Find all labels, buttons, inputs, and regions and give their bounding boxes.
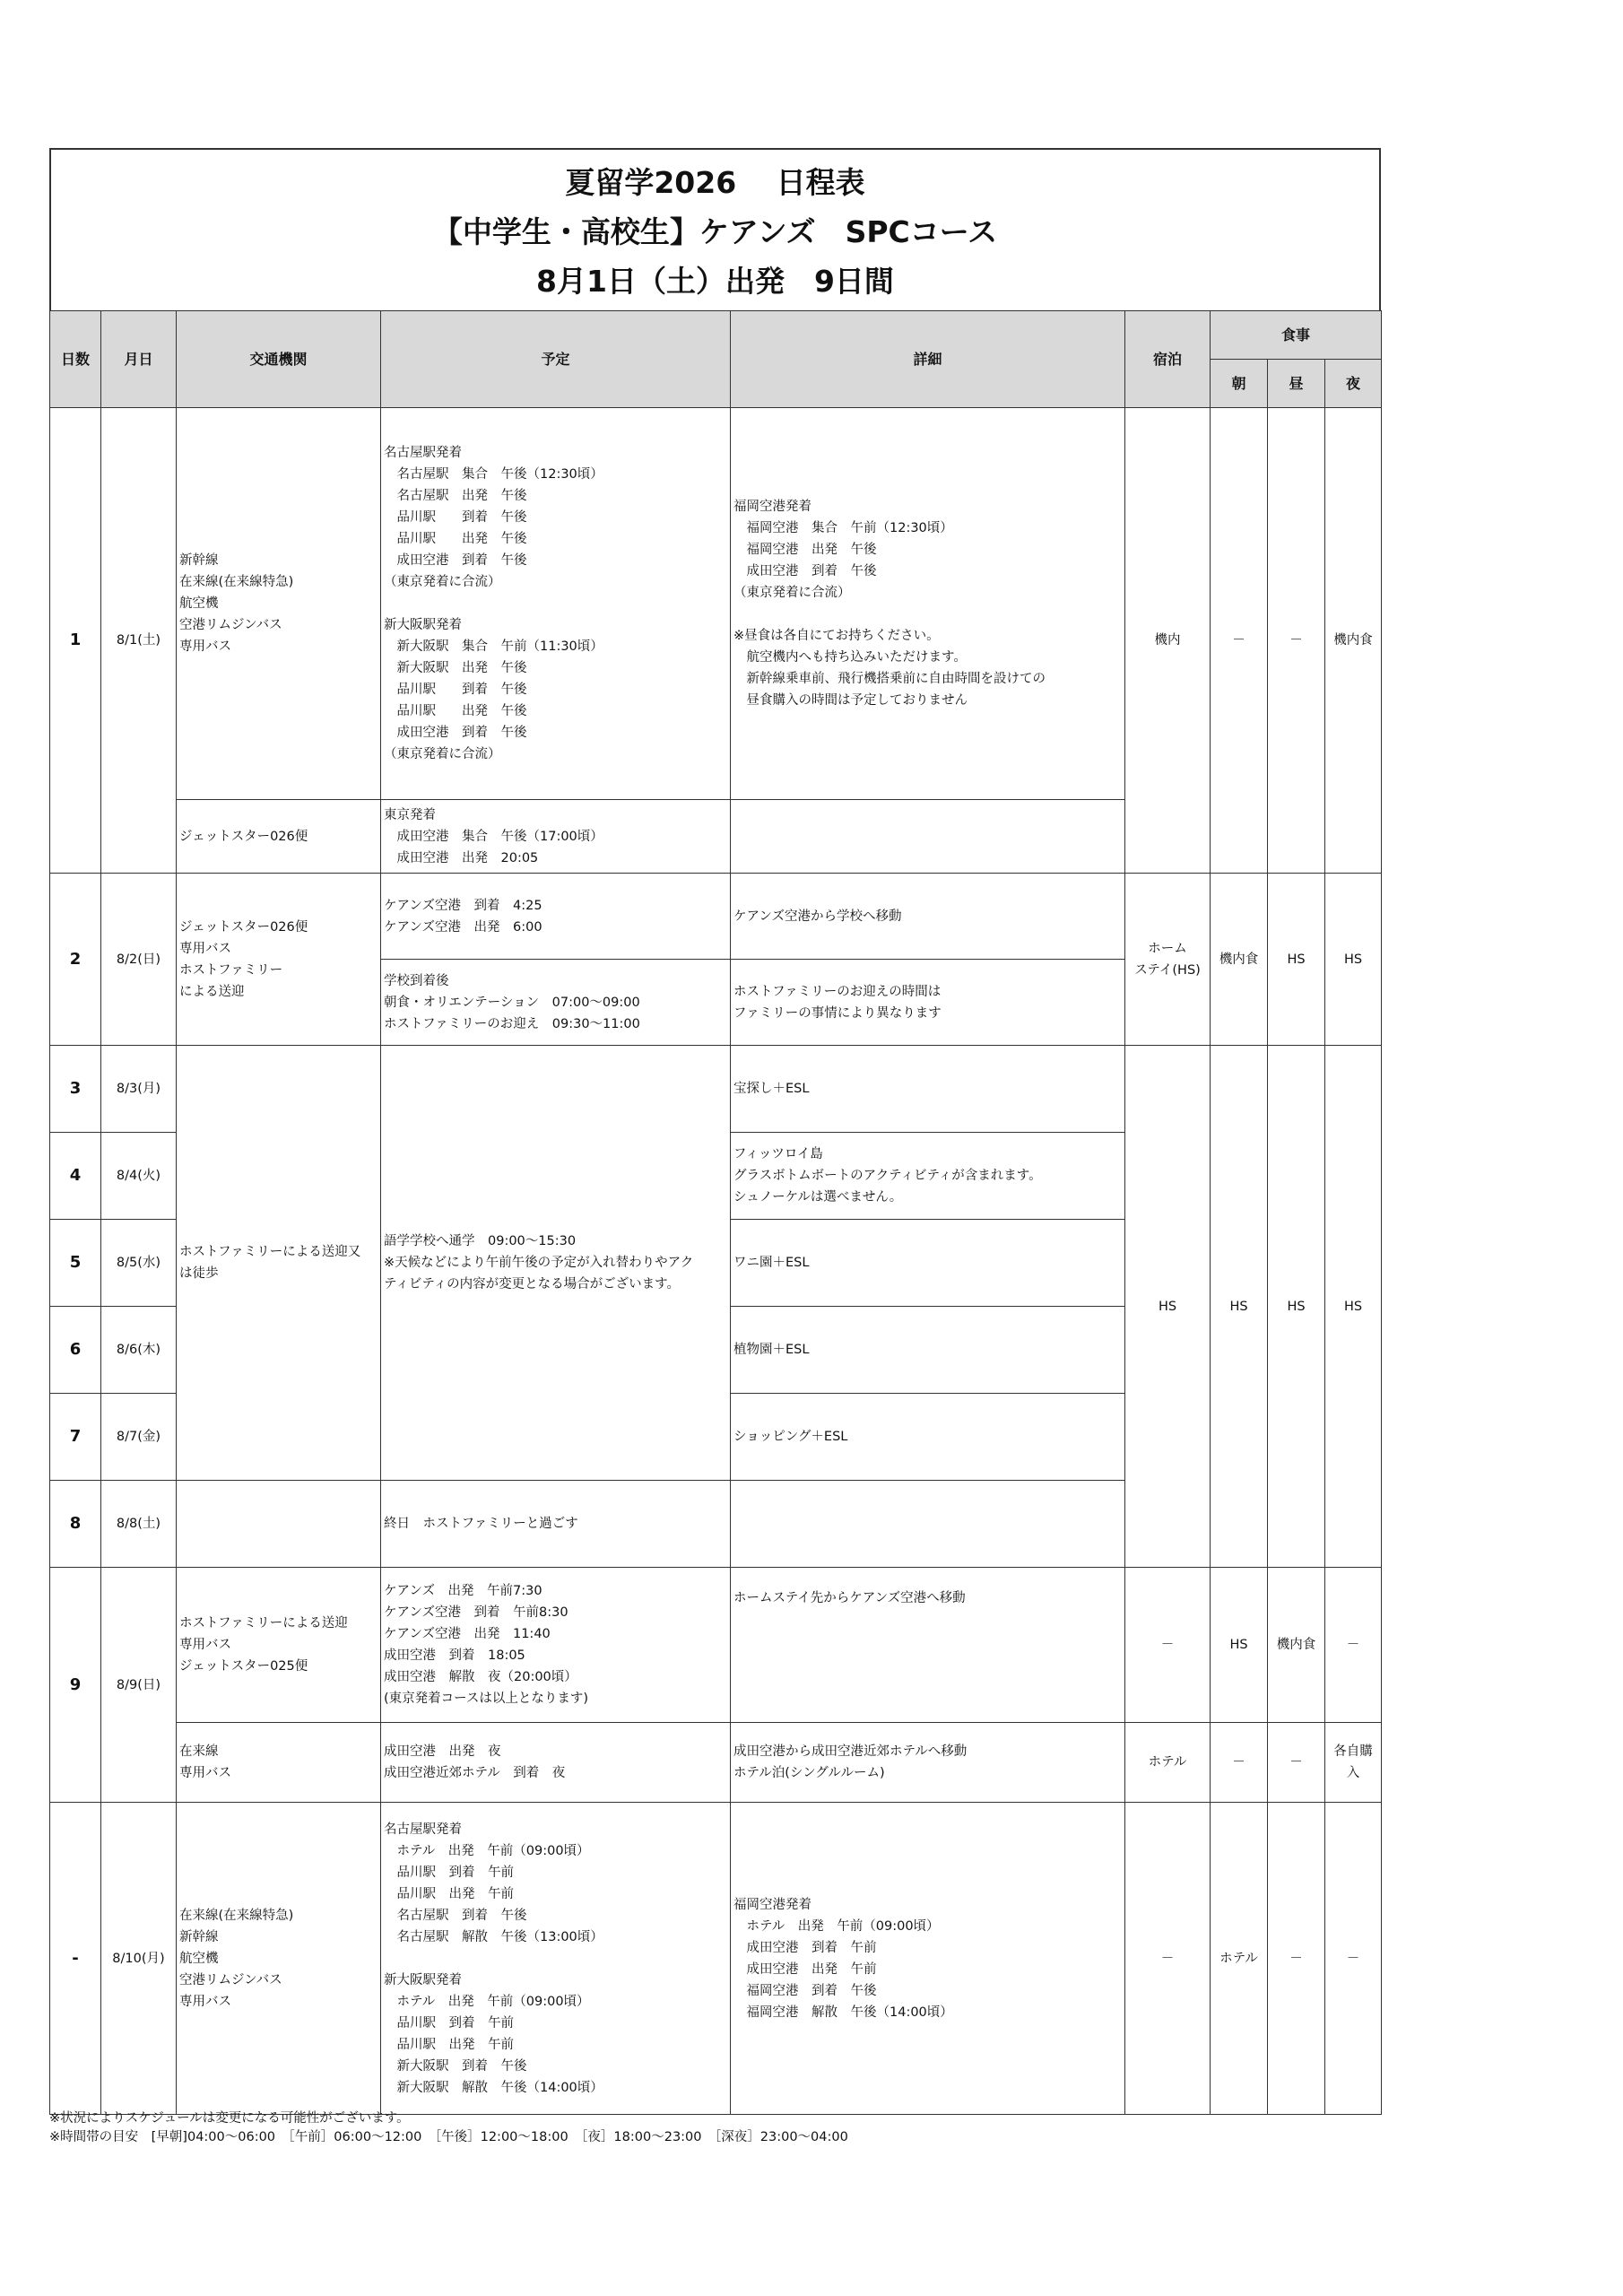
text-line: 専用バス bbox=[179, 1766, 231, 1780]
lunch-cell: － bbox=[1268, 1723, 1325, 1803]
transport-cell bbox=[177, 1803, 381, 2115]
title-line-2: 【中学生・高校生】ケアンズ SPCコース bbox=[432, 214, 998, 249]
text-line: ※天候などにより午前午後の予定が入れ替わりやアク bbox=[384, 1256, 694, 1270]
text-line: 在来線(在来線特急) bbox=[179, 575, 294, 589]
plan-cell bbox=[381, 1803, 731, 2115]
table-row-day-9a bbox=[50, 1568, 1382, 1723]
text-line: 東京発着 bbox=[384, 807, 436, 822]
detail-cell bbox=[731, 874, 1125, 960]
plan-cell bbox=[381, 800, 731, 874]
header-day: 日数 bbox=[50, 311, 101, 408]
lodging-cell: 機内 bbox=[1125, 408, 1211, 874]
text-line: 成田空港 到着 午後 bbox=[384, 726, 527, 740]
breakfast-cell: ホテル bbox=[1211, 1803, 1268, 2115]
table-row-day-3 bbox=[50, 1046, 1382, 1133]
detail-cell bbox=[731, 1568, 1125, 1723]
table-row-day-1a bbox=[50, 408, 1382, 800]
text-line: 航空機 bbox=[179, 596, 219, 611]
text-line: 品川駅 到着 午前 bbox=[384, 1865, 514, 1880]
detail-cell bbox=[731, 960, 1125, 1046]
lodging-cell: － bbox=[1125, 1568, 1211, 1723]
transport-cell bbox=[177, 800, 381, 874]
text-line: ファミリーの事情により異なります bbox=[733, 1005, 942, 1021]
text-line: 品川駅 出発 午後 bbox=[384, 704, 527, 718]
text-line: 新幹線 bbox=[179, 553, 219, 568]
text-line: 学校到着後 bbox=[384, 973, 449, 988]
text-line: 新大阪駅発着 bbox=[384, 1972, 462, 1987]
text-line: 植物園＋ESL bbox=[733, 1343, 810, 1357]
date-cell: 8/2(日) bbox=[101, 874, 177, 1046]
text-line: 成田空港 出発 夜 bbox=[384, 1744, 501, 1759]
text-line: ホストファミリーのお迎えの時間は bbox=[733, 984, 942, 999]
date-cell: 8/5(水) bbox=[101, 1220, 177, 1307]
text-line: 名古屋駅 解散 午後（13:00頃） bbox=[384, 1929, 603, 1944]
text-line: による送迎 bbox=[179, 984, 245, 999]
plan-cell bbox=[381, 1723, 731, 1803]
breakfast-cell: HS bbox=[1211, 1568, 1268, 1723]
day-number: 5 bbox=[50, 1220, 101, 1307]
text-line: 専用バス bbox=[179, 941, 231, 956]
day-number: - bbox=[50, 1803, 101, 2115]
text-line: 空港リムジンバス bbox=[179, 1972, 282, 1987]
text-line: ホーム bbox=[1148, 941, 1187, 956]
header-breakfast: 朝 bbox=[1211, 360, 1268, 408]
detail-cell bbox=[731, 1394, 1125, 1481]
text-line: 新幹線 bbox=[179, 1929, 219, 1944]
text-line: ステイ(HS) bbox=[1134, 962, 1201, 978]
text-line: 専用バス bbox=[179, 639, 231, 654]
text-line: 名古屋駅 出発 午後 bbox=[384, 489, 527, 503]
text-line: ティビティの内容が変更となる場合がございます。 bbox=[384, 1277, 681, 1292]
text-line: シュノーケルは選べません。 bbox=[733, 1190, 903, 1205]
text-line: 品川駅 到着 午後 bbox=[384, 510, 527, 525]
text-line: 成田空港近郊ホテル 到着 夜 bbox=[384, 1766, 566, 1780]
text-line: 成田空港 出発 午前 bbox=[733, 1961, 877, 1977]
text-line: 新大阪駅 出発 午後 bbox=[384, 661, 527, 675]
breakfast-cell: 機内食 bbox=[1211, 874, 1268, 1046]
day-number: 6 bbox=[50, 1307, 101, 1394]
text-line: 成田空港 出発 20:05 bbox=[384, 850, 539, 865]
text-line: （東京発着に合流） bbox=[384, 575, 501, 589]
detail-cell bbox=[731, 1133, 1125, 1220]
date-cell: 8/3(月) bbox=[101, 1046, 177, 1133]
breakfast-cell: － bbox=[1211, 1723, 1268, 1803]
day-number: 4 bbox=[50, 1133, 101, 1220]
text-line: グラスボトムボートのアクティビティが含まれます。 bbox=[733, 1169, 1042, 1183]
text-line: （東京発着に合流） bbox=[733, 586, 851, 600]
text-line: 在来線(在来線特急) bbox=[179, 1908, 294, 1923]
transport-cell bbox=[177, 1481, 381, 1568]
text-line: 成田空港から成田空港近郊ホテルへ移動 bbox=[733, 1744, 968, 1759]
lunch-cell: HS bbox=[1268, 874, 1325, 1046]
text-line: 専用バス bbox=[179, 1994, 231, 2009]
text-line bbox=[733, 604, 1122, 625]
dinner-cell: － bbox=[1325, 1568, 1382, 1723]
lunch-cell: － bbox=[1268, 1803, 1325, 2115]
table-row-day-10 bbox=[50, 1803, 1382, 2115]
text-line: （東京発着に合流） bbox=[384, 747, 501, 761]
text-line: ホストファミリーのお迎え 09:30～11:00 bbox=[384, 1016, 640, 1031]
text-line: (東京発着コースは以上となります) bbox=[384, 1692, 589, 1706]
text-line: ケアンズ空港 到着 4:25 bbox=[384, 898, 542, 913]
lunch-cell: HS bbox=[1268, 1046, 1325, 1568]
text-line: 福岡空港 集合 午前（12:30頃） bbox=[733, 521, 953, 535]
detail-cell bbox=[731, 1803, 1125, 2115]
footnote-time-ranges: ※時間帯の目安 [早朝]04:00～06:00 ［午前］06:00～12:00 ［午後］12:00～18:00 ［夜］18:00～23:00 ［深夜］23:00～04:00 bbox=[49, 2130, 848, 2144]
text-line: ケアンズ空港 到着 午前8:30 bbox=[384, 1605, 568, 1620]
text-line: 品川駅 出発 午後 bbox=[384, 532, 527, 546]
text-line: 福岡空港 出発 午後 bbox=[733, 543, 877, 557]
text-line: ホテル泊(シングルルーム) bbox=[733, 1766, 885, 1780]
text-line: 語学学校へ通学 09:00～15:30 bbox=[384, 1234, 577, 1248]
plan-cell bbox=[381, 1568, 731, 1723]
text-line: ホームステイ先からケアンズ空港へ移動 bbox=[733, 1591, 966, 1605]
dinner-cell: HS bbox=[1325, 874, 1382, 1046]
lunch-cell: － bbox=[1268, 408, 1325, 874]
detail-cell bbox=[731, 408, 1125, 800]
transport-cell bbox=[177, 1723, 381, 1803]
date-cell: 8/7(金) bbox=[101, 1394, 177, 1481]
plan-cell bbox=[381, 960, 731, 1046]
text-line: ジェットスター025便 bbox=[179, 1659, 308, 1674]
text-line: は徒歩 bbox=[179, 1266, 219, 1281]
text-line: 品川駅 到着 午後 bbox=[384, 683, 527, 697]
table-row-day-2a bbox=[50, 874, 1382, 960]
text-line: ホテル 出発 午前（09:00頃） bbox=[384, 1994, 590, 2009]
lodging-cell: HS bbox=[1125, 1046, 1211, 1568]
plan-cell bbox=[381, 408, 731, 800]
text-line: ホストファミリー bbox=[179, 962, 283, 978]
text-line: 福岡空港発着 bbox=[733, 1897, 812, 1912]
header-dinner: 夜 bbox=[1325, 360, 1382, 408]
header-meals: 食事 bbox=[1211, 311, 1382, 360]
footnotes bbox=[49, 2109, 848, 2147]
dinner-cell: HS bbox=[1325, 1046, 1382, 1568]
text-line: 成田空港 集合 午後（17:00頃） bbox=[384, 829, 603, 844]
text-line bbox=[384, 1948, 727, 1970]
header-detail: 詳細 bbox=[731, 311, 1125, 408]
day-number: 7 bbox=[50, 1394, 101, 1481]
day-number: 9 bbox=[50, 1568, 101, 1803]
text-line: フィッツロイ島 bbox=[733, 1147, 823, 1161]
schedule-table bbox=[49, 310, 1382, 2115]
text-line: 在来線 bbox=[179, 1744, 219, 1759]
text-line bbox=[384, 593, 727, 614]
day-number: 2 bbox=[50, 874, 101, 1046]
text-line: 航空機 bbox=[179, 1951, 219, 1966]
breakfast-cell: HS bbox=[1211, 1046, 1268, 1568]
text-line: 成田空港 到着 午後 bbox=[384, 553, 527, 568]
plan-cell bbox=[381, 1046, 731, 1481]
title-line-3: 8月1日（土）出発 9日間 bbox=[536, 264, 894, 299]
lodging-cell: － bbox=[1125, 1803, 1211, 2115]
detail-cell bbox=[731, 1220, 1125, 1307]
text-line: ケアンズ空港 出発 6:00 bbox=[384, 919, 542, 935]
text-line: 専用バス bbox=[179, 1638, 231, 1652]
text-line: 新大阪駅発着 bbox=[384, 618, 462, 632]
text-line: 新大阪駅 到着 午後 bbox=[384, 2058, 527, 2074]
text-line: 名古屋駅 集合 午後（12:30頃） bbox=[384, 467, 603, 482]
text-line: 成田空港 解散 夜（20:00頃） bbox=[384, 1670, 577, 1684]
detail-cell bbox=[731, 1723, 1125, 1803]
text-line: 新幹線乗車前、飛行機搭乗前に自由時間を設けての bbox=[733, 672, 1046, 686]
transport-cell bbox=[177, 408, 381, 800]
text-line: 成田空港 到着 午後 bbox=[733, 564, 877, 578]
date-cell: 8/1(土) bbox=[101, 408, 177, 874]
text-line: 新大阪駅 集合 午前（11:30頃） bbox=[384, 639, 603, 654]
day-number: 1 bbox=[50, 408, 101, 874]
plan-cell bbox=[381, 874, 731, 960]
text-line: ホストファミリーによる送迎 bbox=[179, 1616, 348, 1631]
lodging-cell: ホテル bbox=[1125, 1723, 1211, 1803]
detail-cell bbox=[731, 1481, 1125, 1568]
transport-cell bbox=[177, 1046, 381, 1481]
text-line: 新大阪駅 解散 午後（14:00頃） bbox=[384, 2080, 603, 2095]
transport-cell bbox=[177, 874, 381, 1046]
header-lodging: 宿泊 bbox=[1125, 311, 1211, 408]
title-block bbox=[49, 148, 1381, 310]
date-cell: 8/8(土) bbox=[101, 1481, 177, 1568]
day-number: 8 bbox=[50, 1481, 101, 1568]
dinner-cell: － bbox=[1325, 1803, 1382, 2115]
detail-cell bbox=[731, 800, 1125, 874]
text-line: 空港リムジンバス bbox=[179, 618, 282, 632]
text-line: ホストファミリーによる送迎又 bbox=[179, 1245, 361, 1259]
text-line: ケアンズ空港から学校へ移動 bbox=[733, 909, 902, 924]
header-lunch: 昼 bbox=[1268, 360, 1325, 408]
text-line: 福岡空港発着 bbox=[733, 500, 812, 514]
text-line: ジェットスター026便 bbox=[179, 829, 308, 844]
text-line: ケアンズ 出発 午前7:30 bbox=[384, 1584, 542, 1598]
text-line: 航空機内へも持ち込みいただけます。 bbox=[733, 650, 967, 665]
text-line: ホテル 出発 午前（09:00頃） bbox=[384, 1843, 590, 1858]
schedule-sheet bbox=[49, 148, 1381, 2115]
text-line: 福岡空港 解散 午後（14:00頃） bbox=[733, 2005, 953, 2020]
text-line: 品川駅 出発 午前 bbox=[384, 1886, 514, 1901]
text-line: ホテル 出発 午前（09:00頃） bbox=[733, 1918, 940, 1934]
day-number: 3 bbox=[50, 1046, 101, 1133]
transport-cell bbox=[177, 1568, 381, 1723]
text-line: ※昼食は各自にてお持ちください。 bbox=[733, 629, 940, 643]
text-line: 宝探し＋ESL bbox=[733, 1082, 810, 1096]
text-line: ケアンズ空港 出発 11:40 bbox=[384, 1627, 551, 1641]
text-line: ワニ園＋ESL bbox=[733, 1256, 810, 1270]
text-line: 朝食・オリエンテーション 07:00～09:00 bbox=[384, 995, 640, 1010]
plan-cell bbox=[381, 1481, 731, 1568]
lodging-cell bbox=[1125, 874, 1211, 1046]
text-line: 名古屋駅発着 bbox=[384, 1822, 462, 1837]
table-row-day-9b bbox=[50, 1723, 1382, 1803]
dinner-cell: 各自購入 bbox=[1325, 1723, 1382, 1803]
text-line: ショッピング＋ESL bbox=[733, 1430, 848, 1444]
text-line: ジェットスター026便 bbox=[179, 919, 308, 935]
header-transport: 交通機関 bbox=[177, 311, 381, 408]
text-line: 成田空港 到着 午前 bbox=[733, 1940, 877, 1955]
text-line: 名古屋駅 到着 午後 bbox=[384, 1908, 527, 1923]
lunch-cell: 機内食 bbox=[1268, 1568, 1325, 1723]
detail-cell bbox=[731, 1307, 1125, 1394]
footnote-change: ※状況によりスケジュールは変更になる可能性がございます。 bbox=[49, 2111, 410, 2126]
text-line: 名古屋駅発着 bbox=[384, 446, 462, 460]
text-line: 昼食購入の時間は予定しておりません bbox=[733, 693, 968, 708]
text-line: 品川駅 到着 午前 bbox=[384, 2015, 514, 2031]
date-cell: 8/6(木) bbox=[101, 1307, 177, 1394]
text-line: 品川駅 出発 午前 bbox=[384, 2037, 514, 2052]
text-line: 福岡空港 到着 午後 bbox=[733, 1983, 877, 1998]
title-line-1: 夏留学2026 日程表 bbox=[565, 165, 865, 200]
detail-cell bbox=[731, 1046, 1125, 1133]
date-cell: 8/4(火) bbox=[101, 1133, 177, 1220]
dinner-cell: 機内食 bbox=[1325, 408, 1382, 874]
header-plan: 予定 bbox=[381, 311, 731, 408]
date-cell: 8/9(日) bbox=[101, 1568, 177, 1803]
date-cell: 8/10(月) bbox=[101, 1803, 177, 2115]
text-line: 成田空港 到着 18:05 bbox=[384, 1648, 525, 1663]
text-line: 終日 ホストファミリーと過ごす bbox=[384, 1517, 578, 1531]
breakfast-cell: － bbox=[1211, 408, 1268, 874]
header-date: 月日 bbox=[101, 311, 177, 408]
